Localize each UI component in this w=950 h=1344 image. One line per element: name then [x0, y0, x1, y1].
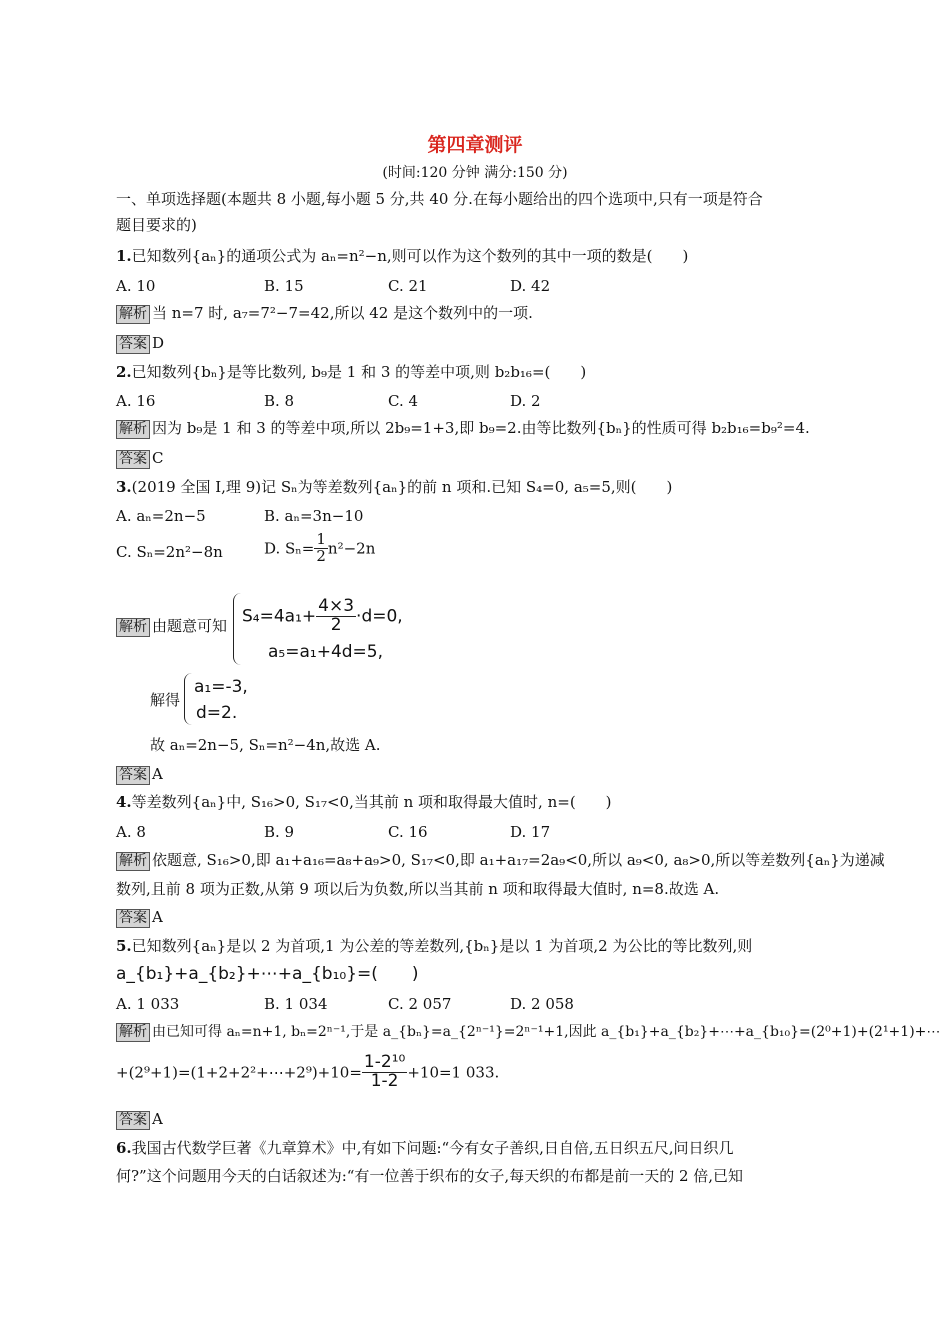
- q5-stem: [116, 936, 752, 956]
- q3-number: 3.: [116, 478, 132, 496]
- q2-option-d: D. 2: [510, 392, 541, 410]
- analysis-tag: 解析: [116, 618, 150, 637]
- answer-tag: 答案: [116, 450, 150, 469]
- q3-option-d: [264, 532, 375, 565]
- q5-analysis2-right: +10=1 033.: [407, 1063, 500, 1082]
- q2-answer: [116, 448, 163, 469]
- q6-line1: [116, 1138, 733, 1158]
- q5-option-a: A. 1 033: [116, 995, 180, 1013]
- q5-answer-text: A: [152, 1110, 163, 1128]
- fraction-numerator: 1-2¹⁰: [363, 1052, 406, 1072]
- answer-tag: 答案: [116, 766, 150, 785]
- q6-line2: 何?”这个问题用今天的白话叙述为:“有一位善于织布的女子,每天织的布都是前一天的 2 倍,已知: [116, 1167, 744, 1185]
- q4-answer-text: A: [152, 908, 163, 926]
- q3-stem: [116, 477, 672, 497]
- q1-option-b: B. 15: [264, 277, 304, 295]
- q5-stem-formula: a_{b₁}+a_{b₂}+⋯+a_{b₁₀}=( ): [116, 964, 419, 984]
- q2-number: 2.: [116, 363, 132, 381]
- q1-stem: [116, 246, 688, 266]
- sys1-row1-left: S₄=4a₁+: [242, 606, 317, 627]
- q1-analysis: [116, 303, 533, 324]
- q4-number: 4.: [116, 793, 132, 811]
- q3-system1-row1: [242, 598, 403, 635]
- q3-system2-row2: d=2.: [196, 703, 238, 723]
- q3-conclusion: 故 aₙ=2n−5, Sₙ=n²−4n,故选 A.: [150, 736, 381, 754]
- q4-option-a: A. 8: [116, 823, 146, 841]
- q2-option-a: A. 16: [116, 392, 156, 410]
- q4-option-c: C. 16: [388, 823, 428, 841]
- q2-stem-text: 已知数列{bₙ}是等比数列, b₉是 1 和 3 的等差中项,则 b₂b₁₆=( ): [131, 363, 587, 381]
- q2-stem: [116, 362, 586, 382]
- q6-number: 6.: [116, 1139, 132, 1157]
- q3-option-d-tail: n²−2n: [327, 539, 376, 558]
- q5-fraction: [362, 1054, 407, 1091]
- q1-option-c: C. 21: [388, 277, 428, 295]
- q1-analysis-text: 当 n=7 时, a₇=7²−7=42,所以 42 是这个数列中的一项.: [152, 304, 533, 322]
- q5-analysis-line1: [116, 1022, 940, 1042]
- q4-stem-text: 等差数列{aₙ}中, S₁₆>0, S₁₇<0,当其前 n 项和取得最大值时, n=( ): [131, 793, 612, 811]
- fraction-denominator: 1-2: [370, 1070, 399, 1091]
- q3-answer-text: A: [152, 765, 163, 783]
- q1-option-a: A. 10: [116, 277, 156, 295]
- analysis-tag: 解析: [116, 852, 150, 871]
- q5-answer: [116, 1109, 163, 1130]
- q3-system2-row1: a₁=-3,: [194, 677, 248, 697]
- q5-option-c: C. 2 057: [388, 995, 452, 1013]
- q1-option-d: D. 42: [510, 277, 551, 295]
- q5-analysis-text1: 由已知可得 aₙ=n+1, bₙ=2ⁿ⁻¹,于是 a_{bₙ}=a_{2ⁿ⁻¹}=2ⁿ⁻¹+1,因此 a_{b₁}+a_{b₂}+⋯+a_{b₁₀}=(2⁰+1)+(2¹+1)+⋯: [152, 1024, 941, 1040]
- page-subtitle: (时间:120 分钟 满分:150 分): [382, 165, 568, 181]
- fraction-numerator: 1: [316, 530, 326, 548]
- system-brace-1: [233, 593, 242, 665]
- q4-analysis-line1: [116, 850, 885, 871]
- q5-option-d: D. 2 058: [510, 995, 574, 1013]
- q3-option-b: B. aₙ=3n−10: [264, 507, 364, 525]
- q5-option-b: B. 1 034: [264, 995, 328, 1013]
- q3-option-a: A. aₙ=2n−5: [116, 507, 206, 525]
- q2-analysis: [116, 418, 810, 439]
- q3-solve-label: 解得: [150, 691, 181, 709]
- section-heading-line2: 题目要求的): [116, 216, 197, 234]
- q1-stem-text: 已知数列{aₙ}的通项公式为 aₙ=n²−n,则可以作为这个数列的其中一项的数是( ): [131, 247, 689, 265]
- page-title: 第四章测评: [427, 134, 523, 156]
- q1-answer: [116, 333, 164, 354]
- q3-analysis-lead-text: 由题意可知: [152, 617, 228, 635]
- q4-answer: [116, 907, 163, 928]
- q1-answer-text: D: [152, 334, 165, 352]
- sys1-fraction: [316, 598, 356, 635]
- q4-analysis-line2: 数列,且前 8 项为正数,从第 9 项以后为负数,所以当其前 n 项和取得最大值时, n=8.故选 A.: [116, 880, 720, 898]
- q4-stem: [116, 792, 612, 812]
- q2-answer-text: C: [152, 449, 164, 467]
- fraction-denominator: 2: [316, 546, 326, 565]
- q3-option-d-fraction: [314, 532, 328, 565]
- q3-analysis-lead: [116, 616, 227, 637]
- q3-system1-row2: a₅=a₁+4d=5,: [268, 642, 384, 662]
- q3-answer: [116, 764, 163, 785]
- q3-stem-text: (2019 全国 Ⅰ,理 9)记 Sₙ为等差数列{aₙ}的前 n 项和.已知 S₄=0, a₅=5,则( ): [131, 478, 673, 496]
- answer-tag: 答案: [116, 909, 150, 928]
- q1-number: 1.: [116, 247, 132, 265]
- section-heading-line1: 一、单项选择题(本题共 8 小题,每小题 5 分,共 40 分.在每小题给出的四个选项中,只有一项是符合: [116, 190, 763, 208]
- q3-option-d-label: D. Sₙ=: [264, 539, 315, 558]
- fraction-denominator: 2: [330, 614, 342, 635]
- sys1-row1-right: ·d=0,: [356, 606, 403, 627]
- q4-analysis-text1: 依题意, S₁₆>0,即 a₁+a₁₆=a₈+a₉>0, S₁₇<0,即 a₁+a₁₇=2a₉<0,所以 a₉<0, a₈>0,所以等差数列{aₙ}为递减: [152, 851, 885, 869]
- q4-option-d: D. 17: [510, 823, 551, 841]
- q5-analysis2-left: +(2⁹+1)=(1+2+2²+⋯+2⁹)+10=: [116, 1063, 362, 1082]
- q5-stem-text: 已知数列{aₙ}是以 2 为首项,1 为公差的等差数列,{bₙ}是以 1 为首项,2 为公比的等比数列,则: [131, 937, 753, 955]
- q2-option-b: B. 8: [264, 392, 295, 410]
- system-brace-2: [184, 673, 193, 725]
- q4-option-b: B. 9: [264, 823, 295, 841]
- answer-tag: 答案: [116, 1111, 150, 1130]
- analysis-tag: 解析: [116, 1023, 150, 1042]
- analysis-tag: 解析: [116, 305, 150, 324]
- q5-analysis-line2: [116, 1054, 499, 1091]
- q2-analysis-text: 因为 b₉是 1 和 3 的等差中项,所以 2b₉=1+3,即 b₉=2.由等比数列{bₙ}的性质可得 b₂b₁₆=b₉²=4.: [152, 419, 810, 437]
- q2-option-c: C. 4: [388, 392, 419, 410]
- analysis-tag: 解析: [116, 420, 150, 439]
- answer-tag: 答案: [116, 335, 150, 354]
- fraction-numerator: 4×3: [318, 596, 355, 616]
- q6-text1: 我国古代数学巨著《九章算术》中,有如下问题:“今有女子善织,日自倍,五日织五尺,问日织几: [131, 1139, 734, 1157]
- q5-number: 5.: [116, 937, 132, 955]
- q3-option-c: C. Sₙ=2n²−8n: [116, 543, 223, 561]
